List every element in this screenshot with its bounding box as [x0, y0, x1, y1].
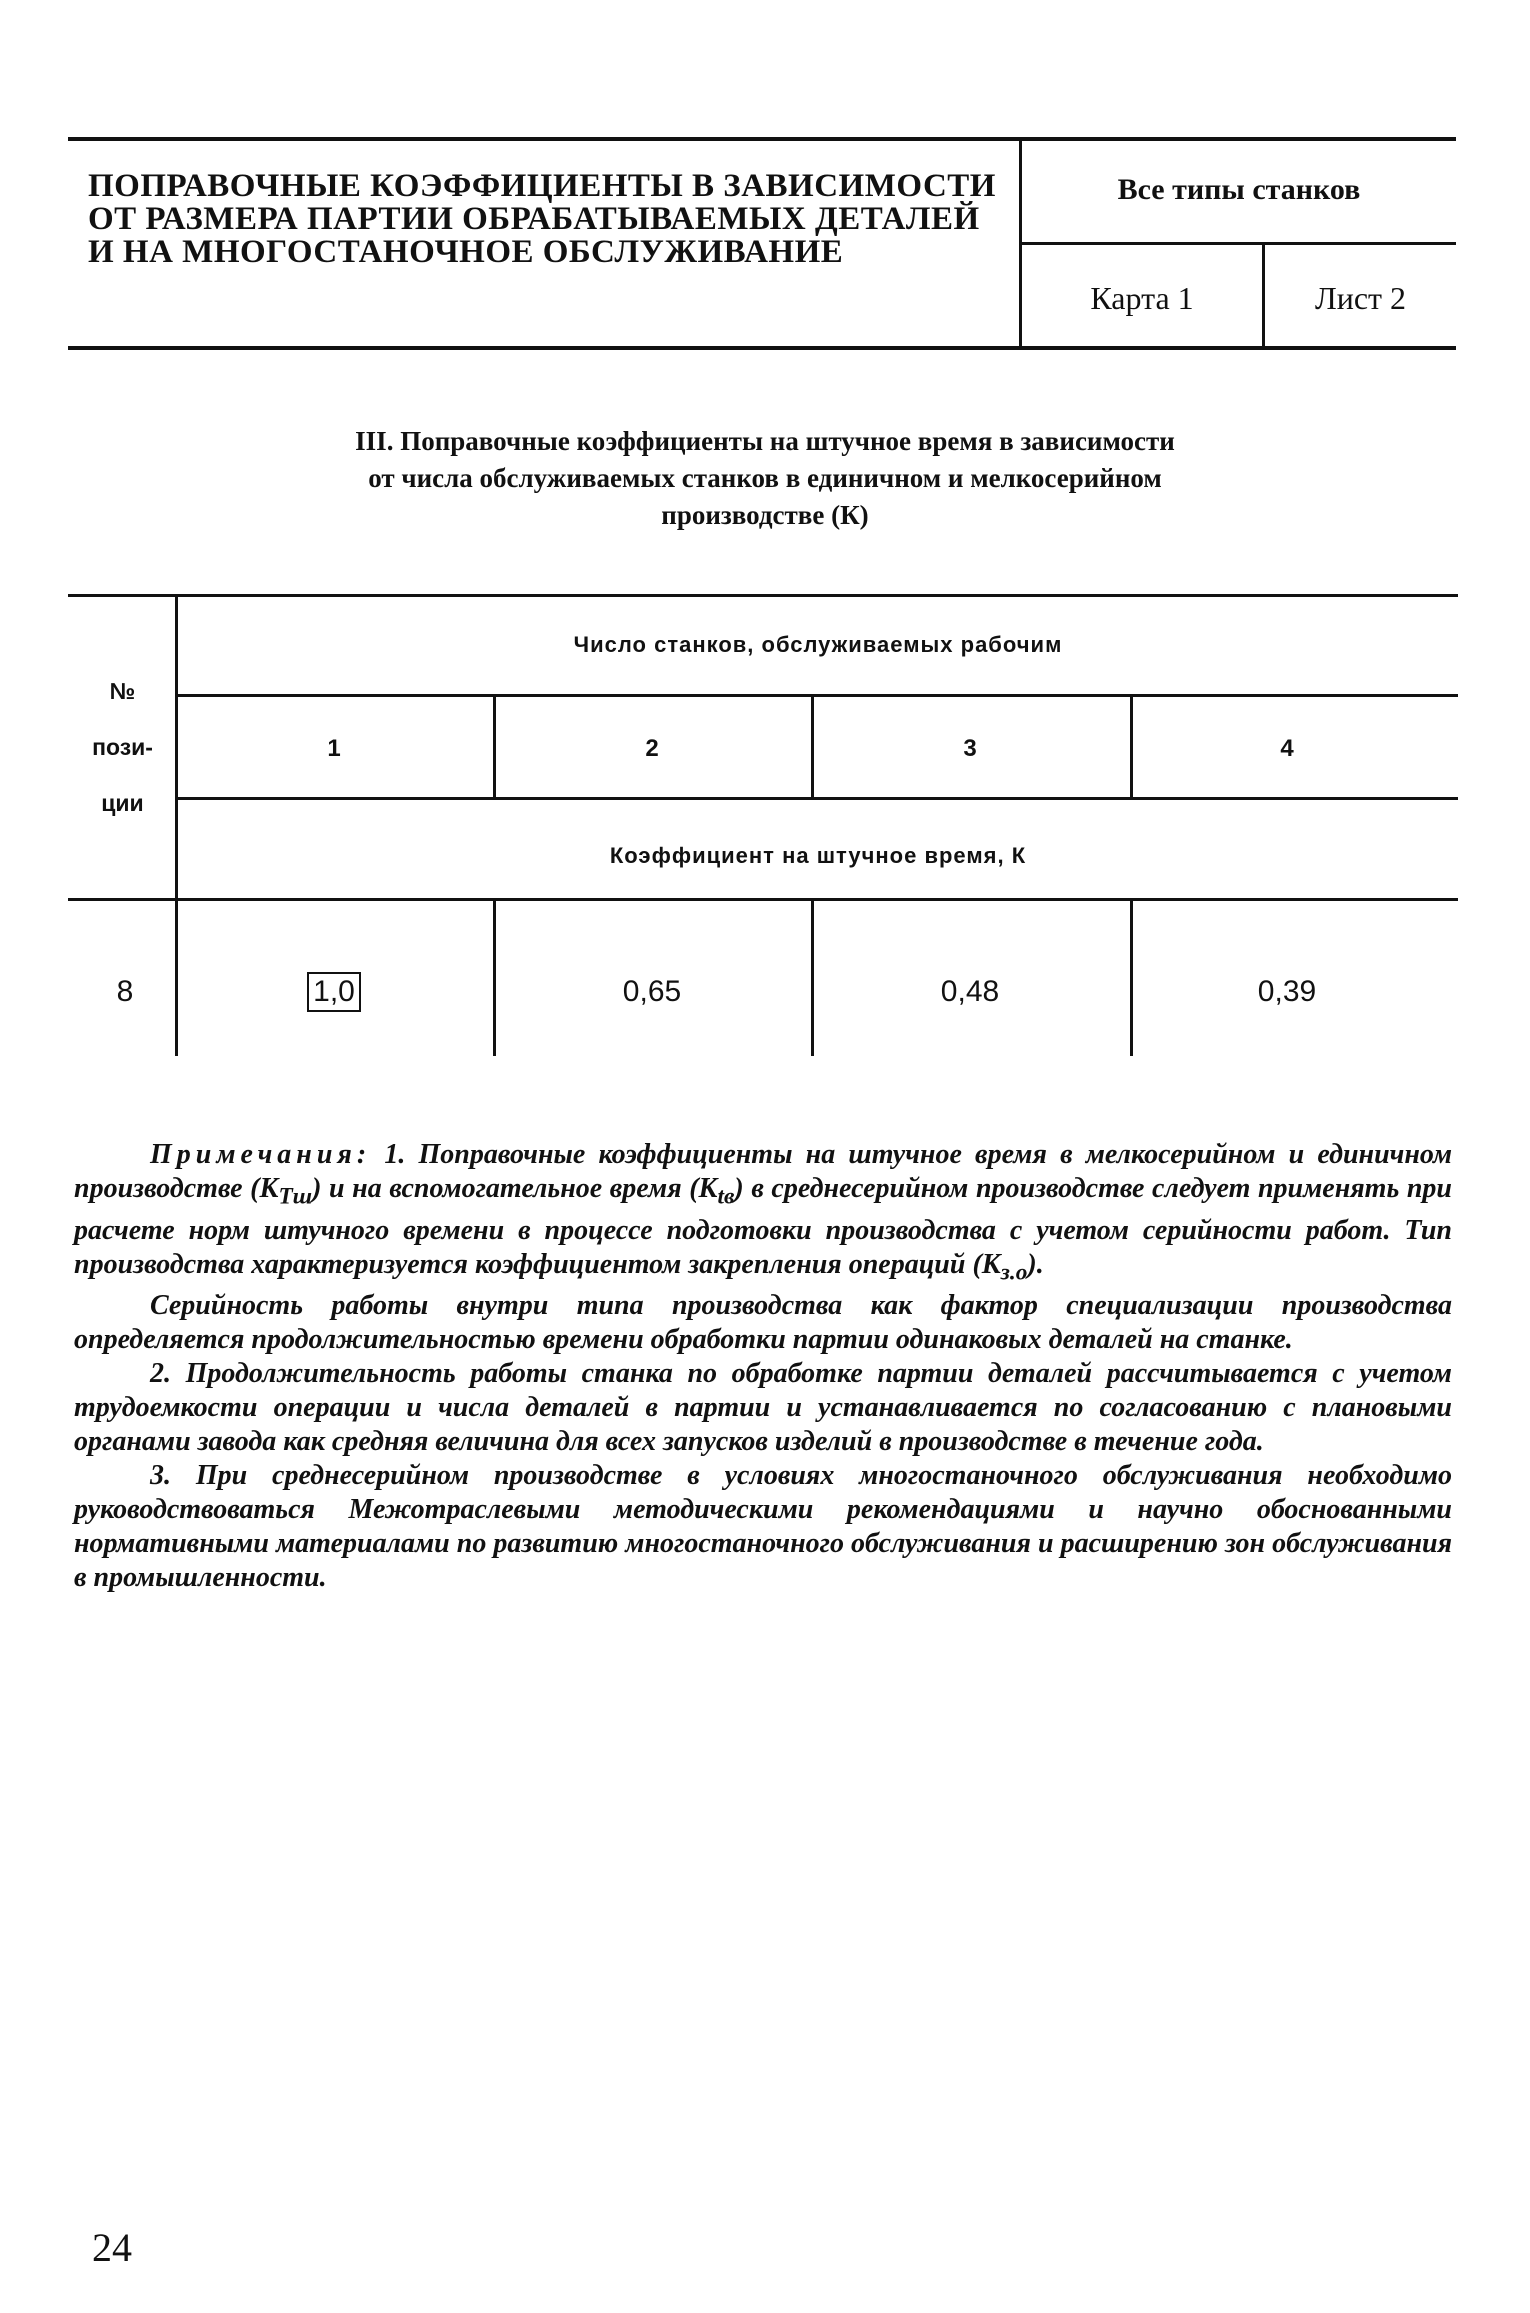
- column-number: 1: [327, 735, 341, 762]
- note-paragraph: 3. При среднесерийном производстве в условиях многостаночного обслуживания необходимо руководствоваться Межотраслевыми методическими рекомендациями и научно обоснованными нормативными материалами по развитию многостаночного обслуживания и расширению зон обслуживания в промышленности.: [74, 1460, 1452, 1594]
- note-text: ) и на вспомогательное время (К: [312, 1173, 718, 1204]
- table-column-divider: [811, 898, 814, 1056]
- title-line: И НА МНОГОСТАНОЧНОЕ ОБСЛУЖИВАНИЕ: [88, 234, 844, 270]
- table-cell: [234, 972, 434, 1012]
- note-paragraph: 2. Продолжительность работы станка по обработке партии деталей рассчитывается с учетом трудоемкости операции и числа деталей в партии и устанавливается по согласованию с плановыми органами завода как средняя величина для всех запусков изделий в производстве в течение года.: [74, 1358, 1452, 1458]
- header-divider: [1019, 242, 1456, 245]
- position-header-line: пози-: [92, 734, 153, 760]
- table-top-rule: [68, 594, 1458, 597]
- header-bottom-rule: [68, 346, 1456, 350]
- row-position: 8: [116, 975, 134, 1008]
- table-cell: 0,65: [622, 975, 682, 1008]
- document-title: [88, 170, 1008, 269]
- note-text: ).: [1027, 1248, 1044, 1280]
- section-title-line: III. Поправочные коэффициенты на штучное время в зависимости: [355, 426, 1175, 456]
- notes-label: Примечания:: [150, 1139, 372, 1170]
- column-number: 4: [1280, 735, 1294, 762]
- table-column-divider: [811, 694, 814, 799]
- title-line: ОТ РАЗМЕРА ПАРТИИ ОБРАБАТЫВАЕМЫХ ДЕТАЛЕЙ: [88, 201, 980, 237]
- position-header-line: №: [109, 678, 136, 704]
- table-column-divider: [1130, 694, 1133, 799]
- subscript: Тш: [278, 1183, 313, 1210]
- note-paragraph: [74, 1138, 1452, 1289]
- position-header-line: ции: [101, 790, 144, 816]
- subscript: tв: [717, 1183, 735, 1210]
- page-number: 24: [92, 2225, 132, 2270]
- note-text: 1. Поправочные коэффициенты на штучное время в мелкосерийном и единичном производстве (К: [74, 1139, 1453, 1204]
- table-cell: 0,39: [1257, 975, 1317, 1008]
- column-number: 3: [963, 735, 977, 762]
- table-rule: [175, 694, 1458, 697]
- table-cell: 0,48: [940, 975, 1000, 1008]
- note-text: ) в среднесерийном производстве следует применять при расчете норм штучного времени в процессе подготовки производства с учетом серийности работ. Тип производства характеризуется коэффициентом закрепления операций (К: [74, 1173, 1452, 1280]
- note-paragraph: Серийность работы внутри типа производства как фактор специализации производства определяется продолжительностью времени обработки партии одинаковых деталей на станке.: [74, 1290, 1452, 1356]
- section-title-line: производстве (К): [661, 500, 869, 530]
- sheet-number: Лист 2: [1314, 280, 1406, 316]
- section-title: [180, 423, 1350, 534]
- table-column-divider: [493, 898, 496, 1056]
- notes-section: [74, 1138, 1452, 1595]
- coefficient-header: Коэффициент на штучное время, К: [609, 843, 1027, 868]
- position-column-header: [70, 663, 175, 831]
- table-rule: [175, 797, 1458, 800]
- table-column-divider: [1130, 898, 1133, 1056]
- header-top-rule: [68, 137, 1456, 141]
- table-column-divider: [493, 694, 496, 799]
- card-number: Карта 1: [1090, 280, 1194, 316]
- column-number: 2: [645, 735, 659, 762]
- title-line: ПОПРАВОЧНЫЕ КОЭФФИЦИЕНТЫ В ЗАВИСИМОСТИ: [88, 168, 996, 204]
- section-title-line: от числа обслуживаемых станков в единичном и мелкосерийном: [368, 463, 1162, 493]
- machines-count-header: Число станков, обслуживаемых рабочим: [573, 632, 1063, 657]
- subscript: з.о: [1000, 1259, 1028, 1286]
- boxed-value: 1,0: [307, 972, 361, 1012]
- table-rule: [68, 898, 1458, 901]
- machine-types-label: Все типы станков: [1117, 173, 1361, 206]
